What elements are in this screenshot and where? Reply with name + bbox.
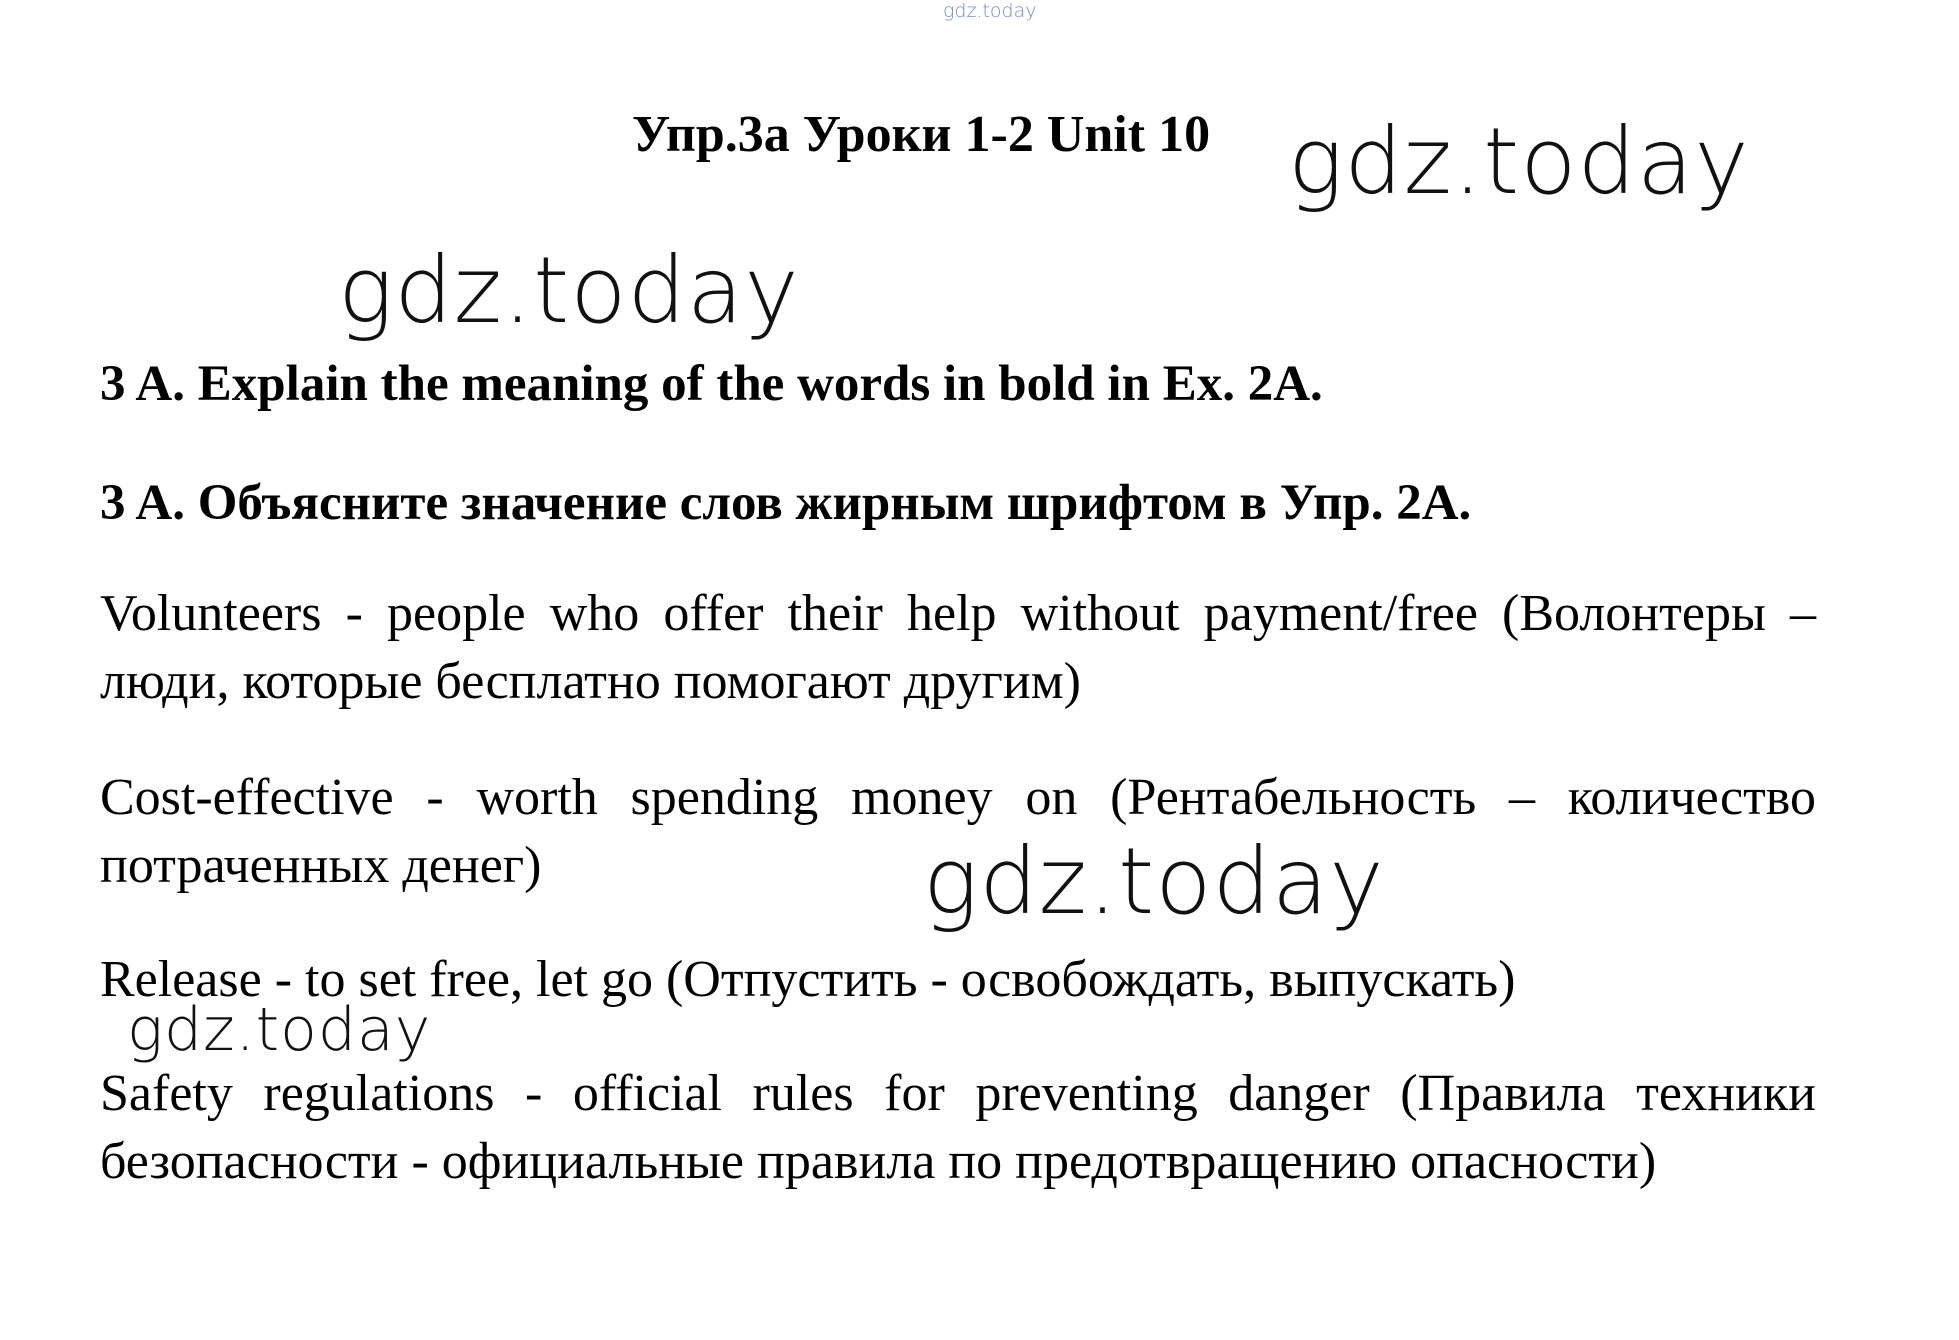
task-heading-russian: 3 A. Объясните значение слов жирным шрифтом в Упр. 2A. [100, 475, 1472, 531]
watermark-large-1: gdz.today [1288, 108, 1750, 215]
watermark-top: gdz.today [943, 0, 1037, 22]
definition-cost-effective: Cost-effective - worth spending money on (Рентабельность – количество потраченных денег) [100, 769, 1816, 894]
page-title: Упр.3а Уроки 1-2 Unit 10 [632, 106, 1211, 163]
definition-safety-regulations: Safety regulations - official rules for preventing danger (Правила техники безопасности - официальные правила по предотвращению опасности) [100, 1065, 1816, 1190]
watermark-large-2: gdz.today [338, 237, 800, 344]
definition-release: Release - to set free, let go (Отпустить - освобождать, выпускать) [100, 951, 1516, 1008]
task-heading-english: 3 A. Explain the meaning of the words in bold in Ex. 2A. [100, 356, 1323, 412]
watermark-large-3: gdz.today [923, 828, 1385, 935]
definition-volunteers: Volunteers - people who offer their help without payment/free (Волонтеры – люди, которые бесплатно помогают другим) [100, 585, 1816, 710]
watermark-small: gdz.today [127, 995, 432, 1065]
